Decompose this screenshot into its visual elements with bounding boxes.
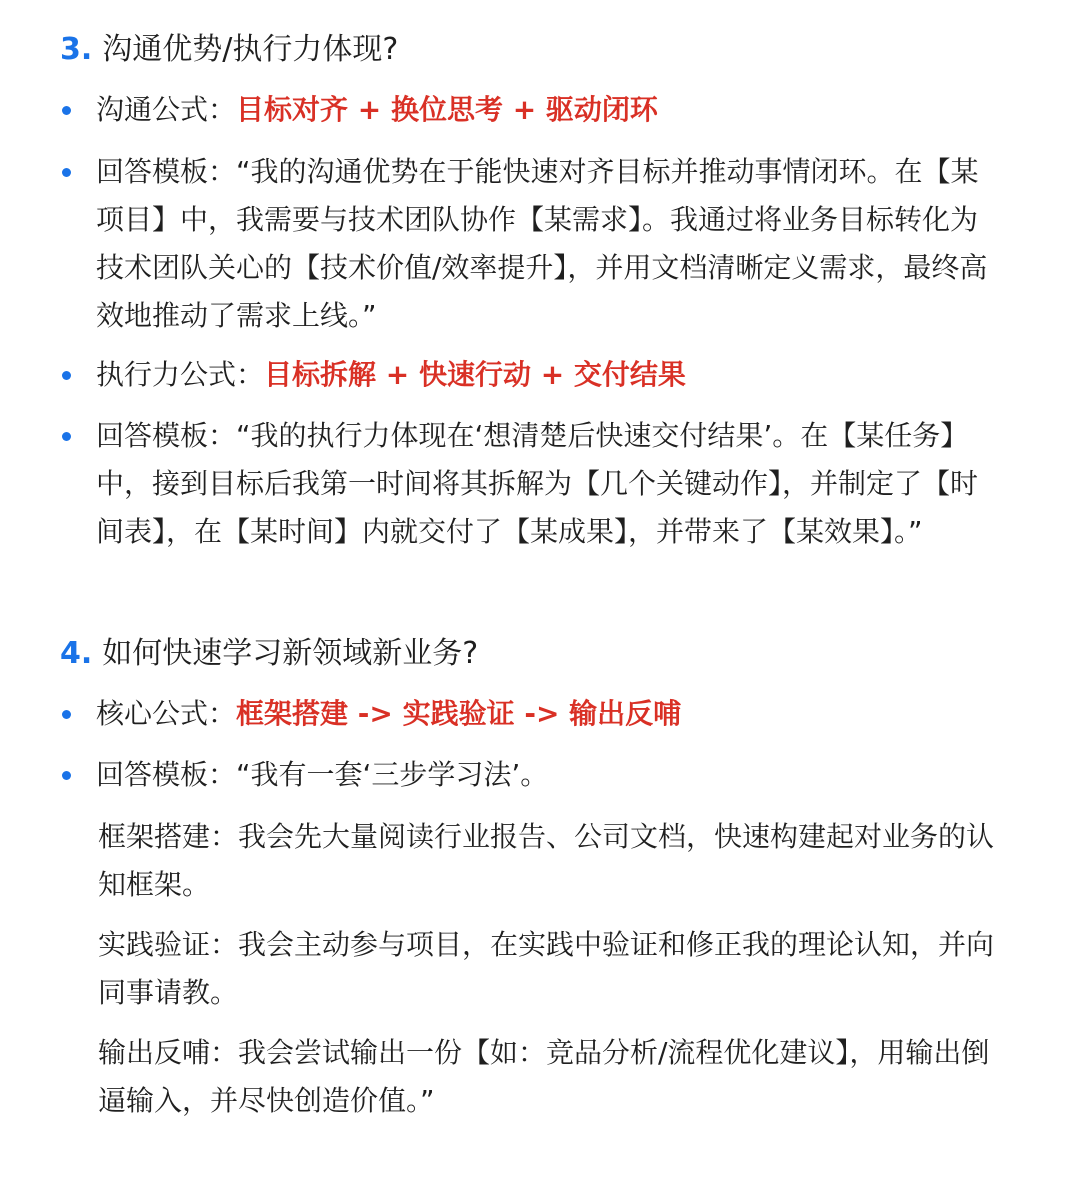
step-framework-building: 框架搭建：我会先大量阅读行业报告、公司文档，快速构建起对业务的认知框架。 <box>98 820 995 901</box>
bullet-dot <box>62 710 71 719</box>
section-3-heading <box>60 30 398 70</box>
learning-formula <box>96 690 996 738</box>
learning-answer-template: 回答模板：“我有一套‘三步学习法’。 <box>96 758 549 791</box>
bullet-dot <box>62 371 71 380</box>
communication-formula <box>96 86 996 134</box>
bullet-dot <box>62 106 71 115</box>
execution-formula-value: 目标拆解 + 快速行动 + 交付结果 <box>264 358 686 391</box>
step-output-feedback: 输出反哺：我会尝试输出一份【如：竞品分析/流程优化建议】，用输出倒逼输入，并尽快创造价值。” <box>98 1036 990 1117</box>
execution-formula <box>96 351 996 399</box>
bullet-dot <box>62 168 71 177</box>
communication-formula-label: 沟通公式： <box>96 93 237 126</box>
bullet-dot <box>62 771 71 780</box>
step-practice-verification: 实践验证：我会主动参与项目，在实践中验证和修正我的理论认知，并向同事请教。 <box>98 928 995 1009</box>
communication-formula-value: 目标对齐 + 换位思考 + 驱动闭环 <box>236 93 658 126</box>
bullet-dot <box>62 432 71 441</box>
learning-formula-label: 核心公式： <box>96 697 237 730</box>
section-4-number: 4. <box>60 636 93 671</box>
section-4-heading <box>60 634 478 674</box>
execution-answer-template: 回答模板：“我的执行力体现在‘想清楚后快速交付结果’。在【某任务】中，接到目标后我第一时间将其拆解为【几个关键动作】，并制定了【时间表】，在【某时间】内就交付了【某成果】，并带来了【某效果】。” <box>96 419 979 548</box>
execution-formula-label: 执行力公式： <box>96 358 265 391</box>
communication-answer-template: 回答模板：“我的沟通优势在于能快速对齐目标并推动事情闭环。在【某项目】中，我需要与技术团队协作【某需求】。我通过将业务目标转化为技术团队关心的【技术价值/效率提升】，并用文档清晰定义需求，最终高效地推动了需求上线。” <box>96 155 988 332</box>
section-4-title: 如何快速学习新领域新业务? <box>102 636 479 671</box>
section-3-number: 3. <box>60 32 93 67</box>
section-3-title: 沟通优势/执行力体现? <box>102 32 399 67</box>
learning-formula-value: 框架搭建 -> 实践验证 -> 输出反哺 <box>236 697 682 730</box>
